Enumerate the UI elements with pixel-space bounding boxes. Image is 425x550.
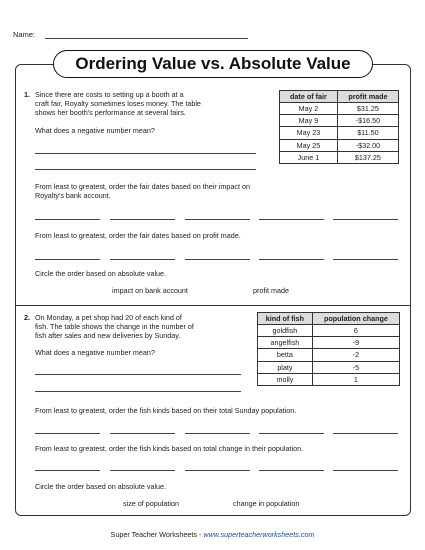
table-row xyxy=(258,325,400,337)
q2-population-answer-3[interactable] xyxy=(185,433,250,434)
footer-brand: Super Teacher Worksheets - xyxy=(110,530,204,539)
cell-date: May 25 xyxy=(280,139,338,151)
q1-fair-table xyxy=(279,90,399,164)
cell-profit: $31.25 xyxy=(337,103,398,115)
q2-population-answer-2[interactable] xyxy=(110,433,175,434)
q1-text-line: craft fair, Royalty sometimes loses money. The table xyxy=(35,99,201,108)
q2-population-answer-5[interactable] xyxy=(333,433,398,434)
cell-change: -5 xyxy=(312,361,399,373)
q2-population-answer-1[interactable] xyxy=(35,433,100,434)
q2-circle-prompt: Circle the order based on absolute value. xyxy=(35,482,167,491)
footer-url[interactable]: www.superteacherworksheets.com xyxy=(203,530,315,539)
q1-impact-answer-3[interactable] xyxy=(185,219,250,220)
table-row xyxy=(258,361,400,373)
table-row xyxy=(280,139,399,151)
q2-population-prompt: From least to greatest, order the fish kinds based on their total Sunday population. xyxy=(35,406,297,415)
table-header-row xyxy=(258,313,400,325)
table-header-profit: profit made xyxy=(337,91,398,103)
footer xyxy=(0,530,425,539)
cell-date: June 1 xyxy=(280,151,338,163)
prompt-line: From least to greatest, order the fair dates based on their impact on xyxy=(35,182,250,191)
q1-text xyxy=(35,90,285,117)
q1-text-line: Since there are costs to setting up a booth at a xyxy=(35,90,184,99)
q1-profit-answer-2[interactable] xyxy=(110,259,175,260)
q2-answer-line[interactable] xyxy=(35,391,241,392)
q1-impact-prompt xyxy=(35,182,375,200)
page-title: Ordering Value vs. Absolute Value xyxy=(53,50,373,78)
table-row xyxy=(280,115,399,127)
q1-profit-prompt: From least to greatest, order the fair dates based on profit made. xyxy=(35,231,241,240)
q1-question: What does a negative number mean? xyxy=(35,126,155,135)
q1-impact-answer-1[interactable] xyxy=(35,219,100,220)
q1-profit-answer-5[interactable] xyxy=(333,259,398,260)
prompt-line: Royalty's bank account. xyxy=(35,191,111,200)
table-header-kind: kind of fish xyxy=(258,313,313,325)
cell-date: May 9 xyxy=(280,115,338,127)
table-row xyxy=(280,127,399,139)
q1-profit-answer-1[interactable] xyxy=(35,259,100,260)
table-row xyxy=(280,103,399,115)
q1-impact-answer-4[interactable] xyxy=(259,219,324,220)
cell-profit: -$16.50 xyxy=(337,115,398,127)
table-row xyxy=(258,349,400,361)
q1-number: 1. xyxy=(24,90,30,99)
table-row xyxy=(258,337,400,349)
q2-text-line: On Monday, a pet shop had 20 of each kind of xyxy=(35,313,182,322)
table-header-date: date of fair xyxy=(280,91,338,103)
name-field-line[interactable] xyxy=(45,38,248,39)
q2-change-answer-2[interactable] xyxy=(110,470,175,471)
q2-text-line: fish after sales and new deliveries by Sunday. xyxy=(35,331,181,340)
q1-profit-answer-4[interactable] xyxy=(259,259,324,260)
cell-change: -2 xyxy=(312,349,399,361)
cell-kind: molly xyxy=(258,373,313,385)
q2-change-answer-1[interactable] xyxy=(35,470,100,471)
q2-option-size[interactable]: size of population xyxy=(123,499,179,508)
table-header-row xyxy=(280,91,399,103)
cell-kind: betta xyxy=(258,349,313,361)
cell-kind: platy xyxy=(258,361,313,373)
cell-change: 1 xyxy=(312,373,399,385)
cell-profit: -$32.00 xyxy=(337,139,398,151)
q1-profit-answer-3[interactable] xyxy=(185,259,250,260)
q1-answer-line[interactable] xyxy=(35,153,256,154)
q2-fish-table xyxy=(257,312,400,386)
q2-change-answer-4[interactable] xyxy=(259,470,324,471)
table-header-change: population change xyxy=(312,313,399,325)
q1-impact-answer-5[interactable] xyxy=(333,219,398,220)
q2-answer-line[interactable] xyxy=(35,374,241,375)
q2-option-change[interactable]: change in population xyxy=(233,499,300,508)
q2-change-prompt: From least to greatest, order the fish kinds based on total change in their population. xyxy=(35,444,304,453)
q1-option-impact[interactable]: impact on bank account xyxy=(112,286,188,295)
cell-profit: $11.50 xyxy=(337,127,398,139)
q2-text-line: fish. The table shows the change in the number of xyxy=(35,322,194,331)
table-row xyxy=(258,373,400,385)
q1-text-line: shows her booth's performance at several fairs. xyxy=(35,108,186,117)
name-label: Name: xyxy=(13,30,36,39)
q1-option-profit[interactable]: profit made xyxy=(253,286,289,295)
cell-profit: $137.25 xyxy=(337,151,398,163)
section-divider xyxy=(15,305,411,306)
cell-kind: angelfish xyxy=(258,337,313,349)
cell-kind: goldfish xyxy=(258,325,313,337)
q2-population-answer-4[interactable] xyxy=(259,433,324,434)
cell-date: May 2 xyxy=(280,103,338,115)
q2-question: What does a negative number mean? xyxy=(35,348,155,357)
q1-impact-answer-2[interactable] xyxy=(110,219,175,220)
cell-change: -9 xyxy=(312,337,399,349)
q2-change-answer-5[interactable] xyxy=(333,470,398,471)
q1-circle-prompt: Circle the order based on absolute value. xyxy=(35,269,167,278)
q2-change-answer-3[interactable] xyxy=(185,470,250,471)
cell-change: 6 xyxy=(312,325,399,337)
q2-number: 2. xyxy=(24,313,30,322)
table-row xyxy=(280,151,399,163)
cell-date: May 23 xyxy=(280,127,338,139)
q1-answer-line[interactable] xyxy=(35,169,256,170)
q2-text xyxy=(35,313,265,340)
